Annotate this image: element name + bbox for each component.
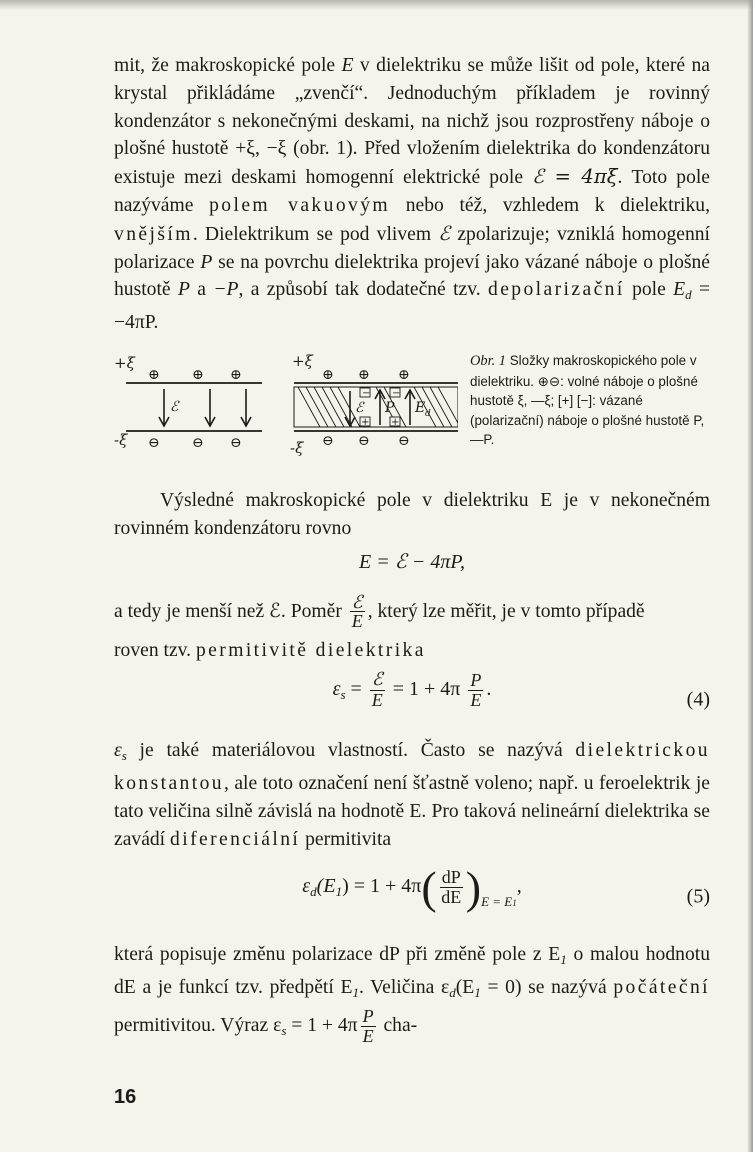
right-bottom-charge: -ξ: [290, 438, 304, 457]
scan-edge-shadow: [0, 0, 753, 10]
caption-text: Složky makroskopického pole v dielektriku. ⊕⊖: volné náboje o plošné hustotě ξ, —ξ; [+] [−]: vázané (polarizační) náboje o plošné hustotě P, —P.: [470, 352, 705, 448]
term-depolarizacni: depolarizační: [488, 279, 625, 301]
equation-5: [114, 861, 710, 933]
right-minus-sign: ⊖: [322, 432, 334, 449]
capacitor-diagram: [114, 349, 458, 469]
term-pocatecni: počáteční: [613, 977, 711, 999]
paragraph-resulting-field: Výsledné makroskopické pole v dielektriku E je v nekonečném rovinném kondenzátoru rovno: [114, 489, 710, 539]
equation-4-body: $\varepsilon_s$ = $\frac{\text{ℰ}}{E}$ = 1 + 4π $\frac{P}{E}$ .: [332, 669, 492, 711]
left-plus-sign: ⊕: [148, 366, 160, 383]
equation-5-number: (5): [686, 885, 710, 908]
left-plus-sign: ⊕: [230, 366, 242, 383]
left-capacitor: [114, 354, 262, 451]
equation-4-number: (4): [686, 688, 710, 711]
figure-caption: [470, 351, 710, 450]
left-plus-sign: ⊕: [192, 366, 204, 383]
scan-right-edge: [747, 0, 753, 1152]
right-plus-sign: ⊕: [322, 366, 334, 383]
equation-main: [114, 549, 710, 589]
bound-charge-bottom-sign: +: [391, 416, 400, 428]
figure-1: [114, 349, 710, 469]
paragraph-ratio: a tedy je menší než ℰ. Poměr $\frac{\text{ℰ}}{E}$ , který lze měřit, je v tomto případě: [114, 591, 645, 632]
bound-charge-top-sign: −: [392, 387, 401, 399]
right-field-label-vacuum: ℰ: [355, 399, 364, 416]
right-field-label-subscript: d: [425, 408, 431, 419]
left-field-label: ℰ: [170, 398, 179, 415]
caption-label: Obr. 1: [470, 352, 506, 369]
left-bottom-charge: -ξ: [114, 430, 128, 449]
paragraph-dielectric-constant: $\varepsilon_s$ je také materiálovou vlastností. Často se nazývá dielektrickou konstantou, ale toto označení není šťastně voleno; např. u feroelektrik je tato veličina silně závislá na hodnotě E. Pro taková nelineární dielektrika se zavádí diferenciální permitivita: [114, 740, 710, 850]
left-minus-sign: ⊖: [192, 434, 204, 451]
paragraph-permittivity: roven tzv. permitivitě dielektrika: [114, 640, 426, 662]
equation-5-body: $\varepsilon_d(E_1) = 1 + 4\pi$( $\frac{dP}{dE}$ )$_{E = E1}$,: [302, 862, 522, 914]
right-top-charge: +ξ: [292, 351, 313, 370]
term-dielektricka-konstanta: dielektrickou konstantou: [114, 740, 710, 794]
term-vakuove-pole: polem vakuovým: [209, 194, 391, 216]
equation-main-text: E = ℰ − 4πP,: [359, 550, 465, 573]
term-permitivita: permitivitě dielektrika: [195, 640, 426, 662]
page-body: [114, 52, 710, 1046]
left-minus-sign: ⊖: [148, 434, 160, 451]
left-top-charge: +ξ: [114, 353, 135, 372]
right-plus-sign: ⊕: [358, 366, 370, 383]
intro-paragraph: mit, že makroskopické pole E v dielektriku se může lišit od pole, které na krystal přikládáme „zvenčí“. Jednoduchým příkladem je rovinný kondenzátor s nekonečnými deskami, na nichž jsou rozprostřeny náboje o plošné hustotě +ξ, −ξ (obr. 1). Před vložením dielektrika do kondenzátoru existuje mezi deskami homogenní elektrické pole ℰ = 4πξ. Toto pole nazýváme polem vakuovým nebo též, vzhledem k dielektriku, vnějším. Dielektrikum se pod vlivem ℰ zpolarizuje; vzniklá homogenní polarizace P se na povrchu dielektrika projeví jako vázané náboje o plošné hustotě P a −P, a způsobí tak dodatečné tzv. depolarizační pole $E_d = -4\pi P$.: [114, 55, 711, 334]
bound-charge-bottom-sign: +: [361, 416, 370, 428]
right-field-label-depolarization: E: [415, 399, 426, 416]
bound-charge-top-sign: −: [362, 387, 371, 399]
right-field-label-polarization: P: [385, 399, 395, 416]
term-vnejsi: vnějším: [114, 223, 193, 245]
equation-4: [114, 671, 710, 729]
ratio-fraction: $\frac{\text{ℰ}}{E}$: [351, 591, 363, 632]
right-minus-sign: ⊖: [358, 432, 370, 449]
page-number: 16: [114, 1086, 137, 1108]
left-minus-sign: ⊖: [230, 434, 242, 451]
right-minus-sign: ⊖: [398, 432, 410, 449]
paragraph-initial-permittivity: která popisuje změnu polarizace dP při změně pole z $E_1$ o malou hodnotu dE a je funkcí tzv. předpětí $E_1$. Veličina $\varepsilon_d(E_1 = 0)$ se nazývá počáteční permitivitou. Výraz $\varepsilon_s = 1 + 4\pi$ $\frac{P}{E}$ cha-: [114, 944, 711, 1046]
inline-fraction: $\frac{P}{E}$: [362, 1005, 374, 1046]
term-diferencialni: diferenciální: [170, 828, 301, 850]
right-plus-sign: ⊕: [398, 366, 410, 383]
right-capacitor: [290, 352, 458, 457]
